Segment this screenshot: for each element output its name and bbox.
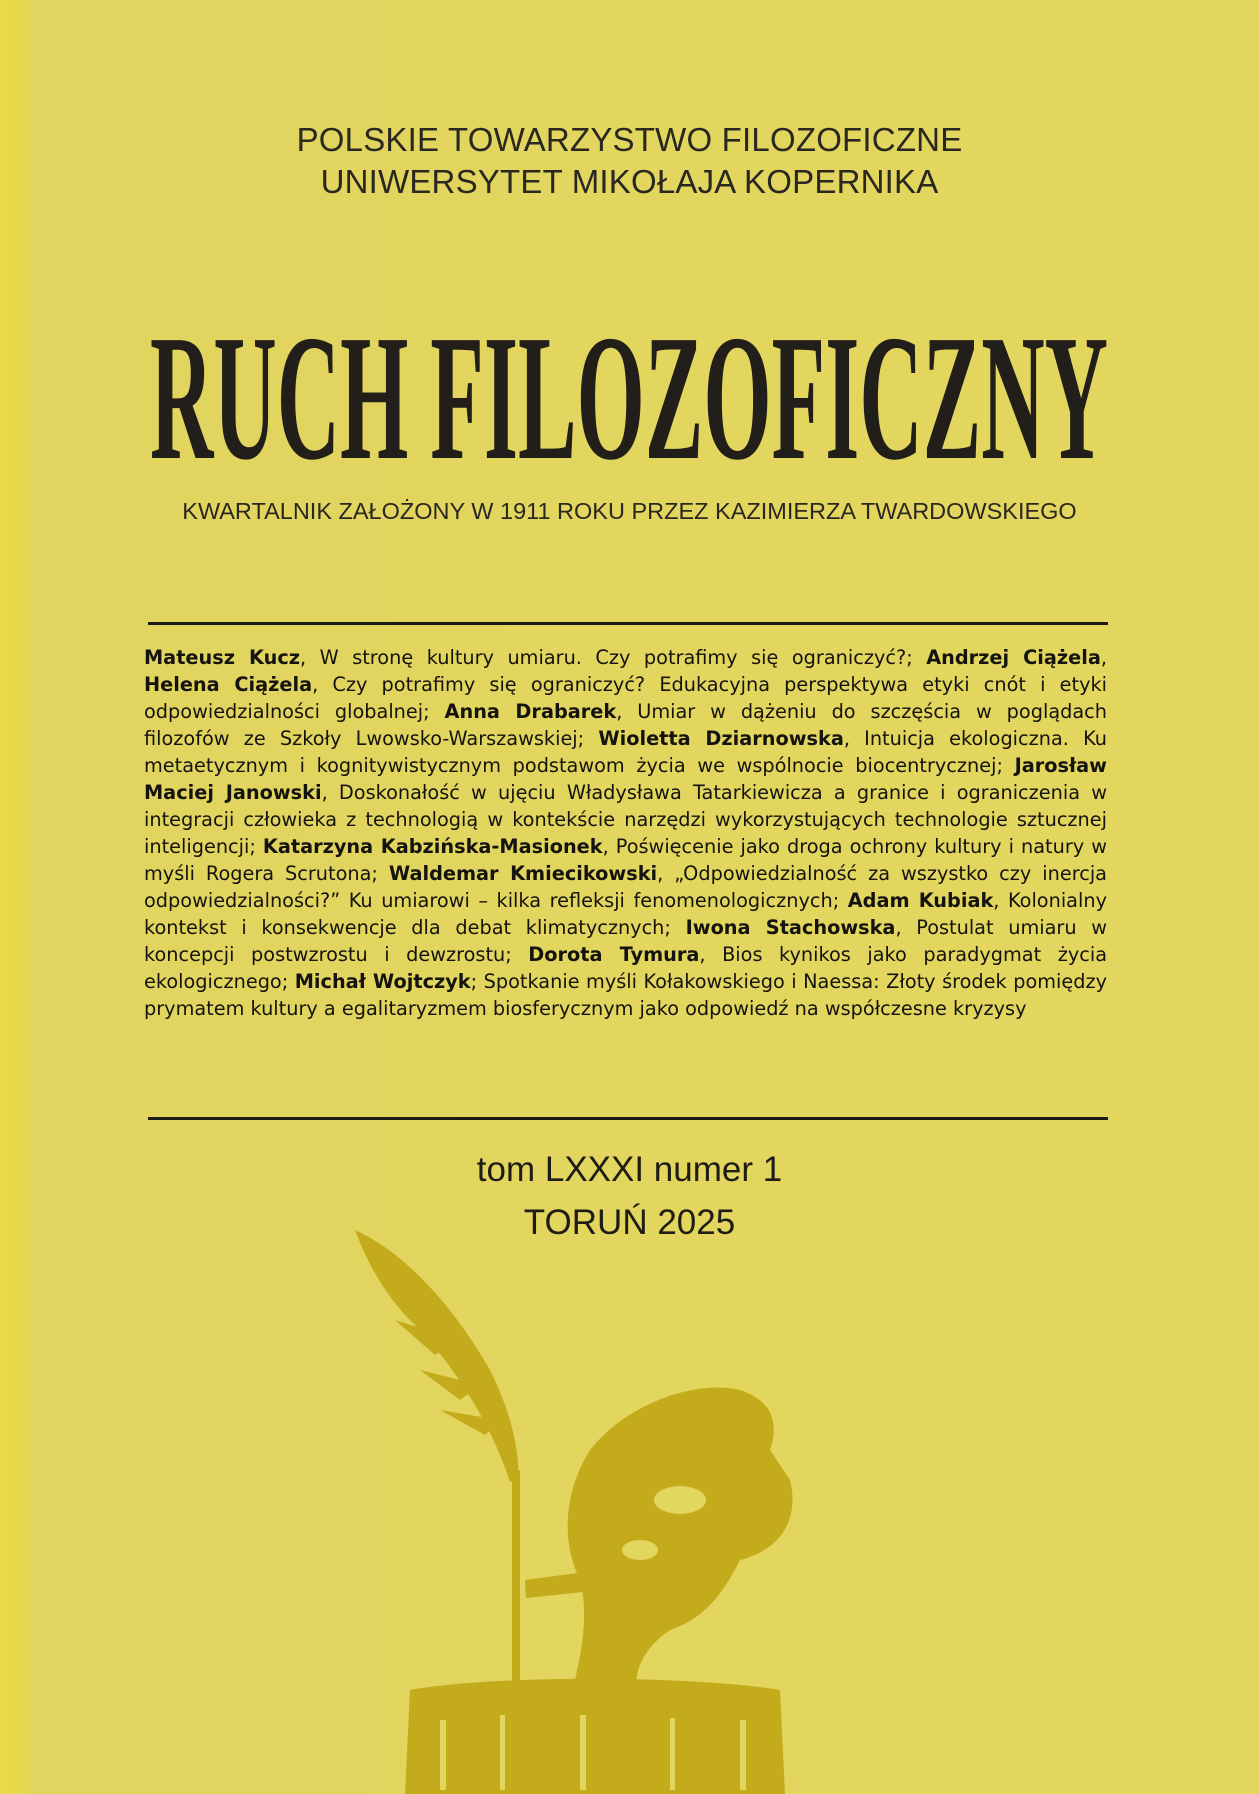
author: Iwona Stachowska xyxy=(685,916,896,939)
philosopher-with-quill-illustration xyxy=(340,1220,860,1794)
author: Anna Drabarek xyxy=(444,700,617,723)
journal-title-wrap xyxy=(149,318,1109,468)
quill-feather-icon xyxy=(355,1230,518,1482)
article-title: , Doskonałość w ujęciu Władysława Tatarkiewicza a granice i ograniczenia w integracji człowieka z technologią w kontekście narzędzi wykorzystujących technologie sztucznej inteligencji; xyxy=(144,781,1107,858)
journal-subtitle: KWARTALNIK ZAŁOŻONY W 1911 ROKU PRZEZ KAZIMIERZA TWARDOWSKIEGO xyxy=(182,498,1077,524)
table-of-contents xyxy=(144,644,1107,1022)
place-year: TORUŃ 2025 xyxy=(523,1203,736,1242)
volume-number: tom LXXXI numer 1 xyxy=(476,1150,783,1189)
author: Dorota Tymura xyxy=(528,943,700,966)
divider-top xyxy=(148,622,1108,625)
article-title: , Czy potrafimy się ograniczyć? Edukacyjna perspektywa etyki cnót i etyki odpowiedzialności globalnej; xyxy=(144,673,1107,723)
author: Katarzyna Kabzińska-Masionek xyxy=(262,835,603,858)
author: Helena Ciążela xyxy=(144,673,313,696)
publisher-university: UNIWERSYTET MIKOŁAJA KOPERNIKA xyxy=(320,163,939,200)
quill-shaft xyxy=(512,1470,520,1700)
article-title: , Poświęcenie jako droga ochrony kultury i natury w myśli Rogera Scrutona; xyxy=(144,835,1107,885)
author: Andrzej Ciążela xyxy=(926,646,1101,669)
publisher-society: POLSKIE TOWARZYSTWO FILOZOFICZNE xyxy=(296,121,963,158)
article-title: , Intuicja ekologiczna. Ku metaetycznym i kognitywistycznym podstawom życia we wspólnocie biocentrycznej; xyxy=(144,727,1108,777)
author: Jarosław Maciej Janowski xyxy=(144,754,1107,804)
journal-title: RUCH FILOZOFICZNY xyxy=(150,318,1108,468)
article-title: , „Odpowiedzialność za wszystko czy inercja odpowiedzialności?” Ku umiarowi – kilka refleksji fenomenologicznych; xyxy=(144,862,1107,912)
table-base xyxy=(405,1679,785,1794)
author: Waldemar Kmiecikowski xyxy=(388,862,658,885)
article-title: , Umiar w dążeniu do szczęścia w poglądach filozofów ze Szkoły Lwowsko-Warszawskiej; xyxy=(144,700,1108,750)
article-title: , W stronę kultury umiaru. Czy potrafimy się ograniczyć?; xyxy=(300,646,927,669)
divider-bottom xyxy=(148,1117,1108,1120)
author: Wioletta Dziarnowska xyxy=(598,727,844,750)
author: Michał Wojtczyk xyxy=(294,970,471,993)
article-title: ; Spotkanie myśli Kołakowskiego i Naessa: Złoty środek pomiędzy prymatem kultury a egalitaryzmem biosferycznym jako odpowiedź na współczesne kryzysy xyxy=(144,970,1108,1020)
author: Mateusz Kucz xyxy=(144,646,300,669)
article-title: , Kolonialny kontekst i konsekwencje dla debat klimatycznych; xyxy=(144,889,1107,939)
article-title: , Bios kynikos jako paradygmat życia ekologicznego; xyxy=(144,943,1108,993)
author: Adam Kubiak xyxy=(847,889,994,912)
article-title: , Postulat umiaru w koncepcji postwzrostu i dewzrostu; xyxy=(144,916,1107,966)
head-silhouette xyxy=(568,1388,793,1701)
article-title: , xyxy=(1100,646,1107,669)
